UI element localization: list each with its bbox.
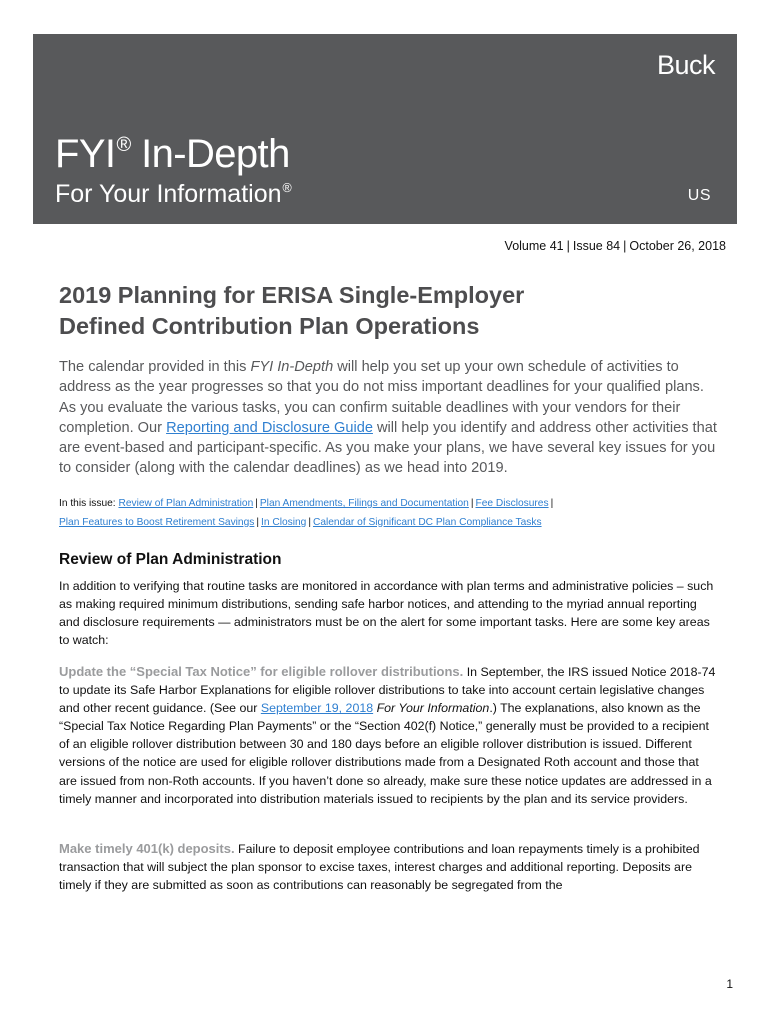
issue-link-calendar[interactable]: Calendar of Significant DC Plan Compliance Tasks [312, 516, 542, 528]
run-in-heading: Make timely 401(k) deposits. [59, 841, 235, 856]
body-text: In September, the IRS issued Notice 2018-74 to update its Safe Harbor Explanations for eligible rollover distributions to take into account certain legislative changes and other recent guidance. (See our [59, 665, 716, 716]
issue-link-fee-disclosures[interactable]: Fee Disclosures [475, 498, 549, 509]
issue-date: October 26, 2018 [629, 239, 726, 253]
volume: Volume 41 [504, 239, 564, 253]
separator: | [255, 498, 258, 509]
publication-title-main: FYI [55, 132, 116, 176]
body-paragraph-special-tax-notice [59, 663, 719, 808]
run-in-heading: Update the “Special Tax Notice” for eligible rollover distributions. [59, 664, 464, 679]
intro-text: will help you identify and address other activities that are event-based and participant-specific. As you make your plans, we have several key issues for you to consider (along with the calendar deadlines) as we head into 2019. [59, 419, 717, 477]
separator: | [308, 516, 311, 528]
body-text: Failure to deposit employee contributions and loan repayments timely is a prohibited transaction that will subject the plan sponsor to excise taxes, interest charges and additional reporting. Deposits are timely if they are submitted as soon as contributions can reasonably be segregated from the [59, 842, 700, 893]
issue-link-plan-features[interactable]: Plan Features to Boost Retirement Savings [59, 516, 255, 528]
separator: | [470, 498, 474, 509]
page-number: 1 [726, 977, 733, 991]
separator: | [256, 516, 260, 528]
body-paragraph: In addition to verifying that routine tasks are monitored in accordance with plan terms and administrative policies – such as making required minimum distributions, sending safe harbor notices, and attending to the myriad annual reporting and disclosure requirements — administrators must be on the alert for some important tasks. Here are some key areas to watch: [59, 579, 714, 648]
reporting-disclosure-guide-link[interactable]: Reporting and Disclosure Guide [166, 419, 373, 436]
intro-text: The calendar provided in this [59, 359, 251, 375]
separator: | [550, 498, 554, 509]
registered-mark: ® [282, 181, 292, 195]
separator: | [566, 239, 570, 253]
intro-italic: FYI In-Depth [250, 359, 334, 375]
september-19-2018-link[interactable]: September 19, 2018 [260, 701, 374, 716]
intro-paragraph [59, 357, 719, 479]
brand-logo: Buck [656, 50, 715, 80]
registered-mark: ® [116, 134, 131, 156]
publication-subtitle-main: For Your Information [55, 180, 282, 208]
body-text: .) The explanations, also known as the “Special Tax Notice Regarding Plan Payments” or the “Section 402(f) Notice,” generally must be provided to a recipient of an eligible rollover distribution between 30 and 180 days before an eligible rollover distribution is issued. Different versions of the notice are used for eligible rollover distributions made from a Designated Roth account and those that are issued from non-Roth accounts. If you haven’t done so already, make sure these notice updates are addressed in a timely manner and incorporated into distribution materials issued to recipients by the plan and its service providers. [59, 701, 712, 806]
separator: | [623, 239, 627, 253]
issue-link-amendments[interactable]: Plan Amendments, Filings and Documentation [259, 498, 469, 509]
intro-text: will help you set up your own schedule of activities to address as the year progresses so that you do not miss important deadlines for your qualified plans. As you evaluate the various tasks, you can confirm suitable deadlines with your vendors for their completion. Our [59, 359, 704, 436]
article-title [59, 280, 719, 342]
issue-info [505, 239, 726, 253]
publication-title [55, 132, 290, 177]
publication-title-rest: In-Depth [130, 132, 290, 176]
in-this-issue [59, 495, 719, 532]
in-this-issue-label: In this issue: [59, 498, 119, 509]
issue-link-review[interactable]: Review of Plan Administration [118, 498, 254, 509]
region-label: US [687, 187, 711, 204]
body-italic: For Your Information [376, 701, 490, 716]
header-banner [33, 34, 737, 224]
publication-subtitle [55, 180, 292, 209]
issue-number: Issue 84 [572, 239, 621, 253]
article-title-line1: 2019 Planning for ERISA Single-Employer [59, 282, 525, 308]
section-heading: Review of Plan Administration [59, 551, 282, 568]
body-paragraph-401k-deposits [59, 840, 719, 894]
issue-link-in-closing[interactable]: In Closing [261, 516, 307, 528]
article-title-line2: Defined Contribution Plan Operations [59, 313, 480, 339]
